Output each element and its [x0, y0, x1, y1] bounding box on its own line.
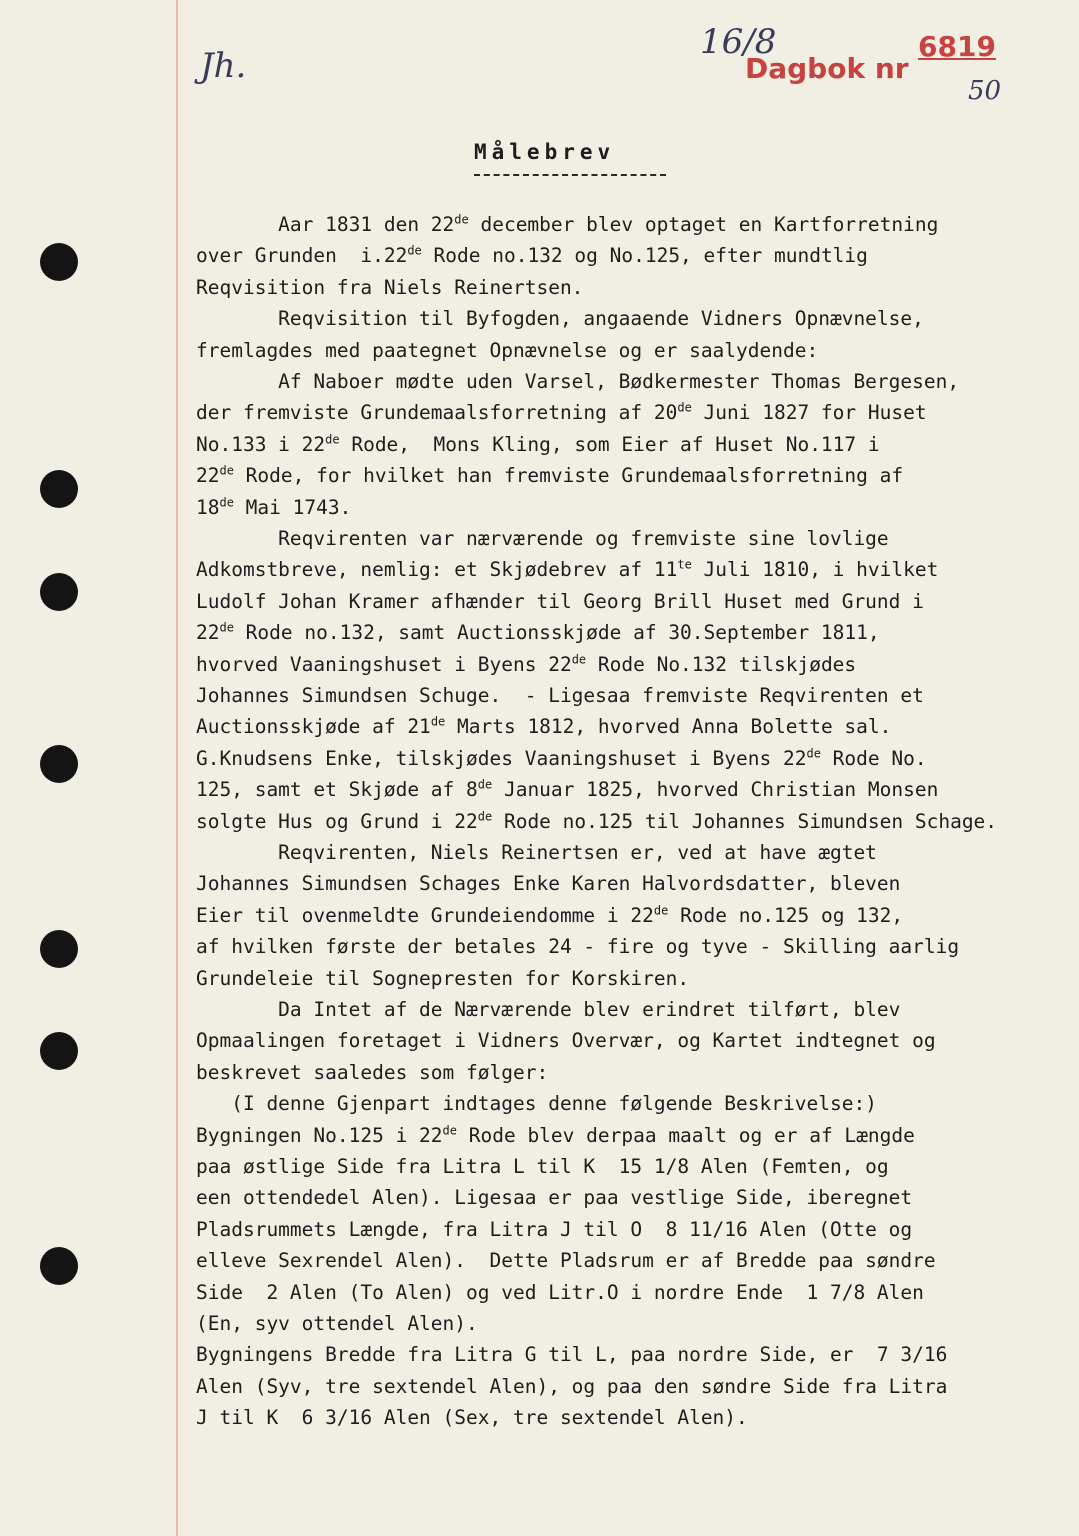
- line-text: 22: [196, 464, 220, 488]
- line-text: Pladsrummets Længde, fra Litra J til O 8 11/16 Alen (Otte og: [196, 1217, 913, 1241]
- line-text: Juli 1810, i hvilket: [691, 558, 939, 582]
- line-text: Aar 1831 den 22: [196, 213, 455, 236]
- text-line: [196, 652, 856, 678]
- text-line: [196, 1123, 915, 1149]
- line-text: Rode no.132 og No.125, efter mundtlig: [421, 244, 868, 268]
- line-text: elleve Sexrendel Alen). Dette Pladsrum er af Bredde paa søndre: [196, 1249, 936, 1273]
- text-line: [196, 275, 583, 301]
- ordinal-suffix: de: [325, 432, 340, 447]
- text-line: [196, 463, 903, 489]
- line-text: Ludolf Johan Kramer afhænder til Georg Brill Huset med Grund i: [196, 589, 924, 613]
- ordinal-suffix: de: [407, 243, 422, 258]
- document-title: Målebrev: [474, 140, 616, 164]
- ordinal-suffix: de: [806, 746, 821, 761]
- line-text: Bygningen No.125 i 22: [196, 1123, 443, 1147]
- binder-hole: [40, 930, 78, 968]
- line-text: Rode No.132 tilskjødes: [586, 652, 857, 676]
- line-text: Rode, for hvilket han fremviste Grundemaalsforretning af: [233, 464, 904, 488]
- text-line: [196, 683, 924, 709]
- binder-hole: [40, 470, 78, 508]
- line-text: december blev optaget en Kartforretning: [468, 213, 939, 236]
- binder-hole: [40, 745, 78, 783]
- line-text: een ottendedel Alen). Ligesaa er paa vestlige Side, iberegnet: [196, 1186, 913, 1210]
- text-line: [196, 306, 924, 332]
- line-text: No.133 i 22: [196, 432, 326, 456]
- line-text: 22: [196, 621, 220, 645]
- ordinal-suffix: de: [219, 463, 234, 478]
- line-text: Auctionsskjøde af 21: [196, 715, 431, 739]
- line-text: Rode no.125 og 132,: [668, 903, 904, 927]
- line-text: fremlagdes med paategnet Opnævnelse og er saalydende:: [196, 338, 819, 362]
- text-line: [196, 557, 938, 583]
- binder-hole: [40, 573, 78, 611]
- text-line: [196, 871, 900, 897]
- line-text: der fremviste Grundemaalsforretning af 20: [196, 401, 678, 425]
- line-text: Bygningens Bredde fra Litra G til L, paa nordre Side, er 7 3/16: [196, 1343, 948, 1367]
- text-line: [196, 526, 889, 552]
- line-text: (I denne Gjenpart indtages denne følgende Beskrivelse:): [196, 1092, 877, 1116]
- line-text: Mai 1743.: [233, 495, 352, 519]
- line-text: hvorved Vaaningshuset i Byens 22: [196, 652, 572, 676]
- line-text: Eier til ovenmeldte Grundeiendomme i 22: [196, 903, 654, 927]
- line-text: (En, syv ottendel Alen).: [196, 1312, 478, 1335]
- line-text: over Grunden i.22: [196, 244, 408, 268]
- line-text: Januar 1825, hvorved Christian Monsen: [492, 778, 939, 802]
- line-text: Johannes Simundsen Schages Enke Karen Halvordsdatter, bleven: [196, 872, 901, 896]
- text-line: [196, 495, 351, 521]
- ordinal-suffix: de: [477, 809, 493, 824]
- text-line: [196, 746, 927, 772]
- text-line: [196, 1342, 947, 1368]
- ordinal-suffix: de: [430, 714, 446, 729]
- ordinal-suffix: de: [219, 495, 234, 510]
- text-line: [196, 966, 689, 992]
- text-line: [196, 1311, 478, 1337]
- line-text: Da Intet af de Nærværende blev erindret tilført, blev: [196, 998, 901, 1021]
- text-line: [196, 589, 924, 615]
- stamp-number: 6819: [918, 30, 996, 63]
- line-text: Marts 1812, hvorved Anna Bolette sal.: [445, 715, 892, 739]
- binder-hole: [40, 1032, 78, 1070]
- line-text: Rode blev derpaa maalt og er af Længde: [457, 1123, 915, 1147]
- line-text: Opmaalingen foretaget i Vidners Overvær, og Kartet indtegnet og: [196, 1029, 936, 1053]
- margin-rule: [176, 0, 178, 1536]
- line-text: Rode, Mons Kling, som Eier af Huset No.117 i: [339, 432, 880, 456]
- title-underline: [474, 174, 666, 176]
- line-text: Johannes Simundsen Schuge. - Ligesaa fremviste Reqvirenten et: [196, 684, 924, 707]
- line-text: Reqvisition til Byfogden, angaaende Vidners Opnævnelse,: [196, 307, 924, 331]
- text-line: [196, 1280, 924, 1306]
- text-line: [196, 1154, 889, 1180]
- text-line: [196, 840, 877, 866]
- line-text: solgte Hus og Grund i 22: [196, 809, 478, 833]
- handwritten-date: 16/8: [700, 22, 777, 62]
- text-line: [196, 620, 880, 646]
- text-line: [196, 212, 938, 238]
- text-line: [196, 400, 927, 426]
- line-text: af hvilken første der betales 24 - fire og tyve - Skilling aarlig: [196, 935, 960, 959]
- text-line: [196, 903, 903, 929]
- line-text: Rode no.132, samt Auctionsskjøde af 30.September 1811,: [233, 621, 880, 645]
- line-text: Juni 1827 for Huset: [691, 401, 927, 425]
- text-line: [196, 714, 891, 740]
- ordinal-suffix: de: [219, 620, 234, 635]
- line-text: Rode no.125 til Johannes Simundsen Schage.: [492, 809, 998, 833]
- line-text: Rode No.: [820, 746, 927, 770]
- line-text: Af Naboer mødte uden Varsel, Bødkermester Thomas Bergesen,: [196, 370, 960, 393]
- line-text: Reqvirenten, Niels Reinertsen er, ved at have ægtet: [196, 841, 877, 864]
- ordinal-suffix: de: [442, 1123, 457, 1138]
- line-text: 125, samt et Skjøde af 8: [196, 778, 478, 802]
- text-line: [196, 1185, 912, 1211]
- ordinal-suffix: de: [454, 212, 469, 227]
- handwritten-year: 50: [968, 76, 1002, 106]
- text-line: [196, 1248, 936, 1274]
- text-line: [196, 243, 868, 269]
- ordinal-suffix: de: [677, 400, 692, 415]
- text-line: [196, 1405, 748, 1431]
- binder-hole: [40, 243, 78, 281]
- ordinal-suffix: te: [677, 557, 692, 572]
- line-text: Alen (Syv, tre sextendel Alen), og paa den søndre Side fra Litra: [196, 1374, 948, 1398]
- line-text: Adkomstbreve, nemlig: et Skjødebrev af 11: [196, 558, 678, 582]
- line-text: Reqvirenten var nærværende og fremviste sine lovlige: [196, 527, 889, 550]
- line-text: G.Knudsens Enke, tilskjødes Vaaningshuset i Byens 22: [196, 746, 807, 770]
- text-line: [196, 1091, 877, 1117]
- line-text: paa østlige Side fra Litra L til K 15 1/8 Alen (Femten, og: [196, 1155, 889, 1178]
- text-line: [196, 809, 997, 835]
- text-line: [196, 1028, 936, 1054]
- text-line: [196, 997, 900, 1023]
- line-text: beskrevet saaledes som følger:: [196, 1060, 549, 1084]
- line-text: J til K 6 3/16 Alen (Sex, tre sextendel Alen).: [196, 1406, 748, 1430]
- line-text: Reqvisition fra Niels Reinertsen.: [196, 275, 584, 299]
- line-text: Side 2 Alen (To Alen) og ved Litr.O i nordre Ende 1 7/8 Alen: [196, 1280, 924, 1304]
- text-line: [196, 432, 880, 458]
- ordinal-suffix: de: [477, 777, 493, 792]
- text-line: [196, 1060, 548, 1086]
- handwritten-initials: Jh.: [200, 46, 247, 86]
- stamp-label: Dagbok nr: [745, 52, 909, 85]
- text-line: [196, 777, 938, 803]
- text-line: [196, 338, 818, 364]
- line-text: Grundeleie til Sognepresten for Korskiren.: [196, 966, 690, 990]
- text-line: [196, 369, 959, 395]
- ordinal-suffix: de: [653, 903, 669, 918]
- binder-hole: [40, 1247, 78, 1285]
- line-text: 18: [196, 495, 220, 519]
- ordinal-suffix: de: [571, 652, 587, 667]
- text-line: [196, 1374, 947, 1400]
- text-line: [196, 934, 959, 960]
- text-line: [196, 1217, 912, 1243]
